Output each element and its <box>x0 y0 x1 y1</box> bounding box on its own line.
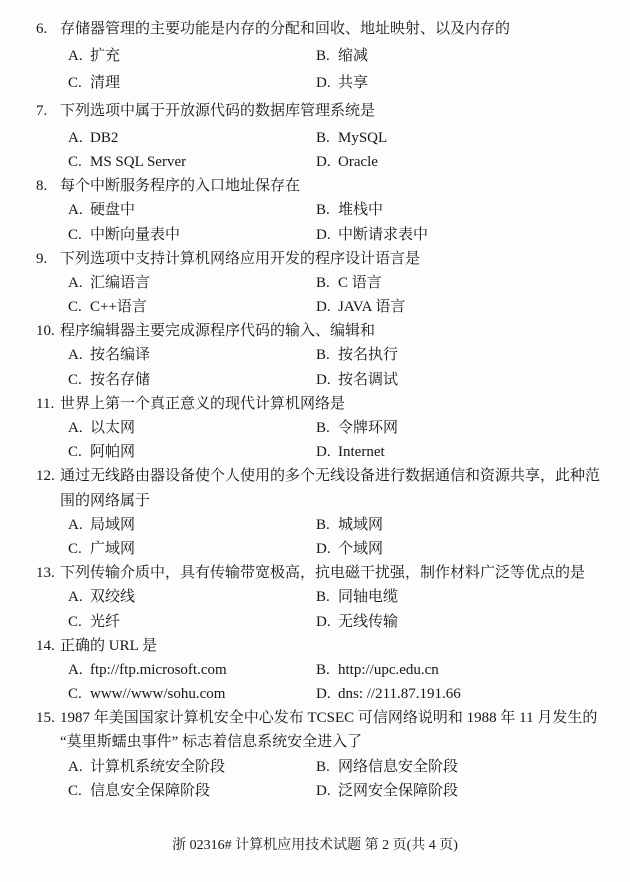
option-label: B. <box>316 420 330 436</box>
question-number: 6. <box>36 21 48 37</box>
option-label: C. <box>68 782 82 799</box>
answer-option-c <box>68 537 316 561</box>
question-stem-text: 下列选项中属于开放源代码的数据库管理系统是 <box>60 102 376 119</box>
option-text: Internet <box>338 444 385 461</box>
answer-option-a <box>68 513 316 537</box>
question-number: 9. <box>36 250 48 267</box>
answer-option-d <box>316 223 428 247</box>
answer-option-b <box>316 513 383 537</box>
option-text: 中断向量表中 <box>90 226 181 243</box>
option-label: B. <box>316 589 330 606</box>
answer-option-b <box>316 755 458 779</box>
option-row <box>0 150 630 174</box>
question-stem-text: 存储器管理的主要功能是内存的分配和回收、地址映射、以及内存的 <box>60 21 511 37</box>
answer-option-a <box>68 755 316 779</box>
option-text: 阿帕网 <box>90 444 136 461</box>
answer-option-c <box>68 779 316 803</box>
option-row <box>0 295 630 319</box>
option-text: 个域网 <box>338 540 384 557</box>
option-row <box>0 610 630 634</box>
answer-option-c <box>68 71 316 95</box>
option-label: B. <box>316 202 330 219</box>
option-text: 同轴电缆 <box>338 589 399 606</box>
option-label: B. <box>316 661 330 678</box>
answer-option-c <box>68 682 316 706</box>
option-label: D. <box>316 75 331 92</box>
answer-option-c <box>68 295 316 319</box>
option-text: 广域网 <box>90 540 136 557</box>
option-row <box>0 343 630 367</box>
option-label: C. <box>68 540 82 557</box>
question-stem-text: 围的网络属于 <box>60 492 151 509</box>
question-number: 15. <box>36 710 55 727</box>
answer-option-c <box>68 150 316 174</box>
option-label: A. <box>68 589 83 606</box>
question-number: 11. <box>36 395 55 412</box>
option-label: B. <box>316 516 330 533</box>
option-row <box>0 585 630 609</box>
page-footer: 浙 02316# 计算机应用技术试题 第 2 页(共 4 页) <box>172 838 458 853</box>
option-label: D. <box>316 613 331 630</box>
option-text: 网络信息安全阶段 <box>338 758 459 775</box>
option-row <box>0 126 630 150</box>
option-label: A. <box>68 274 83 291</box>
option-text: 信息安全保障阶段 <box>90 782 211 799</box>
answer-option-b <box>316 416 398 440</box>
option-label: C. <box>68 299 82 316</box>
answer-option-b <box>316 585 398 609</box>
option-label: D. <box>316 686 331 703</box>
option-label: C. <box>68 444 82 461</box>
option-text: 光纤 <box>90 613 121 630</box>
answer-option-b <box>316 126 387 150</box>
question-stem-text: 每个中断服务程序的入口地址保存在 <box>60 178 301 195</box>
option-text: Oracle <box>338 153 378 170</box>
option-label: B. <box>316 129 330 146</box>
option-label: A. <box>68 48 83 65</box>
option-label: D. <box>316 444 331 461</box>
question-stem-text: 下列传输介质中，具有传输带宽极高，抗电磁干扰强，制作材料广泛等优点的是 <box>60 565 586 582</box>
option-label: B. <box>316 758 330 775</box>
question-stem-text: 1987 年美国国家计算机安全中心发布 TCSEC 可信网络说明和 1988 年 11 月发生的 <box>60 710 598 727</box>
option-text: 按名存储 <box>90 371 151 388</box>
answer-option-c <box>68 610 316 634</box>
option-text: C++语言 <box>90 299 147 316</box>
option-row <box>0 682 630 706</box>
question-stem-row <box>0 247 630 271</box>
option-text: 共享 <box>338 75 369 92</box>
option-text: 城域网 <box>338 516 384 533</box>
option-label: B. <box>316 347 330 364</box>
question-stem-text: 世界上第一个真正意义的现代计算机网络是 <box>60 395 346 412</box>
option-text: http://upc.edu.cn <box>338 661 439 678</box>
option-text: C 语言 <box>338 274 382 291</box>
option-text: 清理 <box>90 75 121 92</box>
answer-option-a <box>68 126 316 150</box>
answer-option-a <box>68 658 316 682</box>
answer-option-d <box>316 368 398 392</box>
option-label: C. <box>68 153 82 170</box>
option-label: A. <box>68 202 83 219</box>
option-text: MySQL <box>338 129 388 146</box>
option-label: D. <box>316 540 331 557</box>
option-text: 硬盘中 <box>90 202 136 219</box>
question-number: 14. <box>36 637 55 654</box>
answer-option-a <box>68 343 316 367</box>
option-row <box>0 779 630 803</box>
question-stem-row <box>0 17 630 41</box>
answer-option-d <box>316 440 385 464</box>
option-label: A. <box>68 420 83 436</box>
option-text: 按名调试 <box>338 371 399 388</box>
answer-option-d <box>316 779 458 803</box>
option-row <box>0 416 630 440</box>
option-row <box>0 440 630 464</box>
question-stem-row <box>0 99 630 123</box>
option-label: A. <box>68 129 83 146</box>
option-label: C. <box>68 226 82 243</box>
answer-option-a <box>68 585 316 609</box>
option-row <box>0 537 630 561</box>
option-row <box>0 71 630 95</box>
question-number: 13. <box>36 565 55 582</box>
answer-option-b <box>316 343 398 367</box>
option-label: C. <box>68 613 82 630</box>
option-text: 汇编语言 <box>90 274 151 291</box>
option-row <box>0 368 630 392</box>
option-text: 扩充 <box>90 48 121 65</box>
option-text: ftp://ftp.microsoft.com <box>90 661 227 678</box>
question-number: 8. <box>36 178 48 195</box>
option-label: A. <box>68 661 83 678</box>
option-text: 无线传输 <box>338 613 399 630</box>
option-text: JAVA 语言 <box>338 299 406 316</box>
question-number: 7. <box>36 102 48 119</box>
option-row <box>0 513 630 537</box>
option-label: A. <box>68 516 83 533</box>
answer-option-b <box>316 44 368 68</box>
option-text: 按名编译 <box>90 347 151 364</box>
answer-option-d <box>316 150 378 174</box>
option-row <box>0 271 630 295</box>
option-label: B. <box>316 48 330 65</box>
option-text: 缩减 <box>338 48 369 65</box>
option-label: B. <box>316 274 330 291</box>
answer-option-b <box>316 198 383 222</box>
option-label: D. <box>316 299 331 316</box>
option-text: 令牌环网 <box>338 420 399 436</box>
answer-option-a <box>68 198 316 222</box>
question-number: 10. <box>36 323 55 340</box>
answer-option-d <box>316 682 461 706</box>
option-text: 以太网 <box>90 420 136 436</box>
question-stem-text: 程序编辑器主要完成源程序代码的输入、编辑和 <box>60 323 376 340</box>
option-label: C. <box>68 75 82 92</box>
option-text: 泛网安全保障阶段 <box>338 782 459 799</box>
question-stem-row <box>0 561 630 585</box>
question-stem-row <box>0 706 630 730</box>
option-text: 堆栈中 <box>338 202 384 219</box>
option-text: 局域网 <box>90 516 136 533</box>
answer-option-c <box>68 440 316 464</box>
answer-option-a <box>68 271 316 295</box>
answer-option-d <box>316 537 383 561</box>
option-label: A. <box>68 347 83 364</box>
question-stem-row <box>0 392 630 416</box>
option-text: www//www/sohu.com <box>90 686 226 703</box>
question-stem-continuation <box>0 730 630 754</box>
option-text: DB2 <box>90 129 119 146</box>
option-text: 按名执行 <box>338 347 399 364</box>
question-number: 12. <box>36 468 55 485</box>
option-row <box>0 658 630 682</box>
answer-option-d <box>316 610 398 634</box>
question-stem-text: “莫里斯蠕虫事件” 标志着信息系统安全进入了 <box>60 734 363 751</box>
question-stem-text: 下列选项中支持计算机网络应用开发的程序设计语言是 <box>60 250 421 267</box>
option-text: 中断请求表中 <box>338 226 429 243</box>
answer-option-a <box>68 44 316 68</box>
option-text: 计算机系统安全阶段 <box>90 758 226 775</box>
question-stem-row <box>0 634 630 658</box>
question-stem-row <box>0 174 630 198</box>
answer-option-b <box>316 271 382 295</box>
option-label: C. <box>68 371 82 388</box>
option-row <box>0 755 630 779</box>
question-stem-text: 通过无线路由器设备使个人使用的多个无线设备进行数据通信和资源共享，此种范 <box>60 468 601 485</box>
answer-option-b <box>316 658 439 682</box>
option-label: D. <box>316 782 331 799</box>
answer-option-c <box>68 368 316 392</box>
option-text: dns: //211.87.191.66 <box>338 686 461 703</box>
question-stem-row <box>0 464 630 488</box>
option-row <box>0 44 630 68</box>
option-label: C. <box>68 686 82 703</box>
answer-option-a <box>68 416 316 440</box>
option-text: 双绞线 <box>90 589 136 606</box>
option-row <box>0 223 630 247</box>
answer-option-d <box>316 71 368 95</box>
question-stem-row <box>0 319 630 343</box>
answer-option-c <box>68 223 316 247</box>
option-label: D. <box>316 226 331 243</box>
answer-option-d <box>316 295 405 319</box>
option-label: A. <box>68 758 83 775</box>
option-row <box>0 198 630 222</box>
option-label: D. <box>316 153 331 170</box>
option-label: D. <box>316 371 331 388</box>
question-stem-text: 正确的 URL 是 <box>60 637 157 654</box>
question-stem-continuation <box>0 489 630 513</box>
option-text: MS SQL Server <box>90 153 187 170</box>
